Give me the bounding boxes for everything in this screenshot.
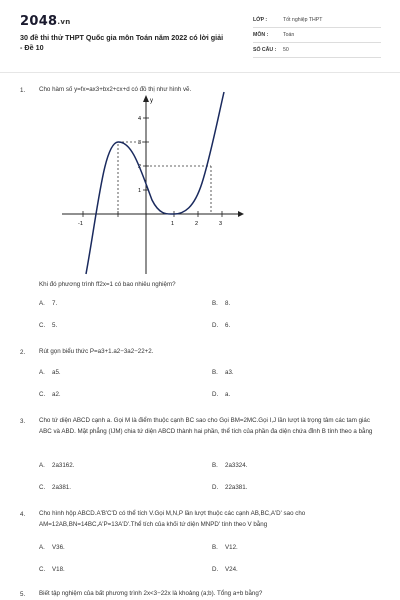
option-text: V36.: [52, 544, 65, 551]
y-tick-label: 1: [138, 188, 142, 194]
answer-option[interactable]: [212, 462, 247, 469]
y-axis-arrow: [143, 95, 149, 102]
answer-option[interactable]: [212, 566, 238, 573]
option-label: C.: [39, 484, 46, 491]
site-logo[interactable]: [20, 14, 71, 29]
answer-option[interactable]: [39, 544, 65, 551]
meta-key: LỚP :: [253, 17, 268, 23]
option-text: V24.: [225, 566, 238, 573]
question-text: Biết tập nghiệm của bất phương trình 2x<3−22x là khoảng (a;b). Tổng a+b bằng?: [39, 590, 263, 597]
question-number: 5.: [20, 591, 26, 598]
answer-option[interactable]: [212, 391, 230, 398]
option-label: A.: [39, 300, 45, 307]
option-text: 8.: [225, 300, 231, 307]
answer-option[interactable]: [212, 300, 230, 307]
option-label: D.: [212, 566, 219, 573]
question-followup-text: Khi đó phương trình ff2x=1 có bao nhiêu nghiệm?: [39, 281, 176, 288]
option-text: a2.: [52, 391, 61, 398]
question-number: 4.: [20, 511, 26, 518]
meta-key: MÔN :: [253, 32, 269, 38]
answer-option[interactable]: [39, 369, 61, 376]
option-label: A.: [39, 462, 45, 469]
option-label: B.: [212, 300, 218, 307]
meta-row-question-count: [253, 44, 381, 58]
option-label: D.: [212, 391, 219, 398]
option-label: D.: [212, 322, 219, 329]
meta-row-subject: [253, 29, 381, 43]
y-tick-label: 4: [138, 116, 142, 122]
option-text: 5.: [52, 322, 58, 329]
option-label: C.: [39, 322, 46, 329]
header-divider: [0, 72, 400, 73]
option-label: B.: [212, 544, 218, 551]
answer-option[interactable]: [39, 566, 65, 573]
meta-value: Toán: [283, 32, 295, 38]
y-tick-label: 3: [138, 140, 142, 146]
x-tick-label: 2: [195, 221, 199, 227]
answer-option[interactable]: [39, 484, 71, 491]
question-number: 2.: [20, 349, 26, 356]
question-text: Cho hình hộp ABCD.A'B'C'D có thể tích V.Gọi M,N,P lần lượt thuộc các cạnh AB,BC,A'D' sao cho AM=12AB,BN=14BC,A'P=13A'D'.Thể tích của khối tứ diện MNPD' tính theo V bằng: [39, 510, 306, 528]
option-label: C.: [39, 391, 46, 398]
question-number: 3.: [20, 418, 26, 425]
y-tick-label: 2: [138, 164, 142, 170]
answer-option[interactable]: [212, 322, 230, 329]
logo-text: 2048: [20, 14, 58, 29]
option-text: 2a3324.: [225, 462, 248, 469]
answer-option[interactable]: [39, 391, 61, 398]
question-number: 1.: [20, 87, 26, 94]
option-text: V18.: [52, 566, 65, 573]
question-text: Cho hàm số y=fx=ax3+bx2+cx+d có đồ thị như hình vẽ.: [39, 86, 192, 93]
document-header: [0, 0, 400, 70]
option-text: 2a381.: [52, 484, 71, 491]
option-text: 7.: [52, 300, 58, 307]
option-label: A.: [39, 544, 45, 551]
x-tick-label: 3: [219, 221, 223, 227]
meta-key: SỐ CÂU :: [253, 47, 277, 53]
y-axis-label: y: [150, 98, 153, 104]
option-text: 22a381.: [225, 484, 248, 491]
x-tick-label: -1: [78, 221, 83, 227]
option-label: C.: [39, 566, 46, 573]
answer-option[interactable]: [212, 544, 238, 551]
answer-option[interactable]: [39, 300, 57, 307]
logo-suffix: .vn: [57, 18, 71, 26]
meta-row-grade: [253, 14, 381, 28]
meta-value: Tốt nghiệp THPT: [283, 17, 323, 23]
answer-option[interactable]: [212, 369, 234, 376]
option-label: D.: [212, 484, 219, 491]
function-curve: [86, 92, 224, 274]
document-title: 30 đề thi thử THPT Quốc gia môn Toán năm 2022 có lời giải - Đề 10: [20, 33, 224, 52]
answer-option[interactable]: [39, 322, 57, 329]
option-text: 6.: [225, 322, 231, 329]
option-label: A.: [39, 369, 45, 376]
answer-option[interactable]: [212, 484, 247, 491]
answer-option[interactable]: [39, 462, 74, 469]
question-text: Cho tứ diện ABCD cạnh a. Gọi M là điểm thuộc cạnh BC sao cho Gọi BM=2MC.Gọi I,J lần lượt là trọng tâm các tam giác ABC và ABD. Mặt phẳng (IJM) chia tứ diện ABCD thành hai phần, thể tích của phần đa diện chứa đỉnh B tính theo a bằng: [39, 417, 373, 435]
option-label: B.: [212, 369, 218, 376]
cubic-function-graph: [60, 88, 250, 276]
x-axis-arrow: [238, 211, 244, 217]
option-label: B.: [212, 462, 218, 469]
option-text: a5.: [52, 369, 61, 376]
x-tick-label: 1: [171, 221, 175, 227]
option-text: V12.: [225, 544, 238, 551]
option-text: a.: [225, 391, 231, 398]
question-text: Rút gọn biểu thức P=a3+1.a2−3a2−22+2.: [39, 348, 154, 355]
option-text: 2a3162.: [52, 462, 75, 469]
option-text: a3.: [225, 369, 234, 376]
meta-value: 50: [283, 47, 289, 53]
